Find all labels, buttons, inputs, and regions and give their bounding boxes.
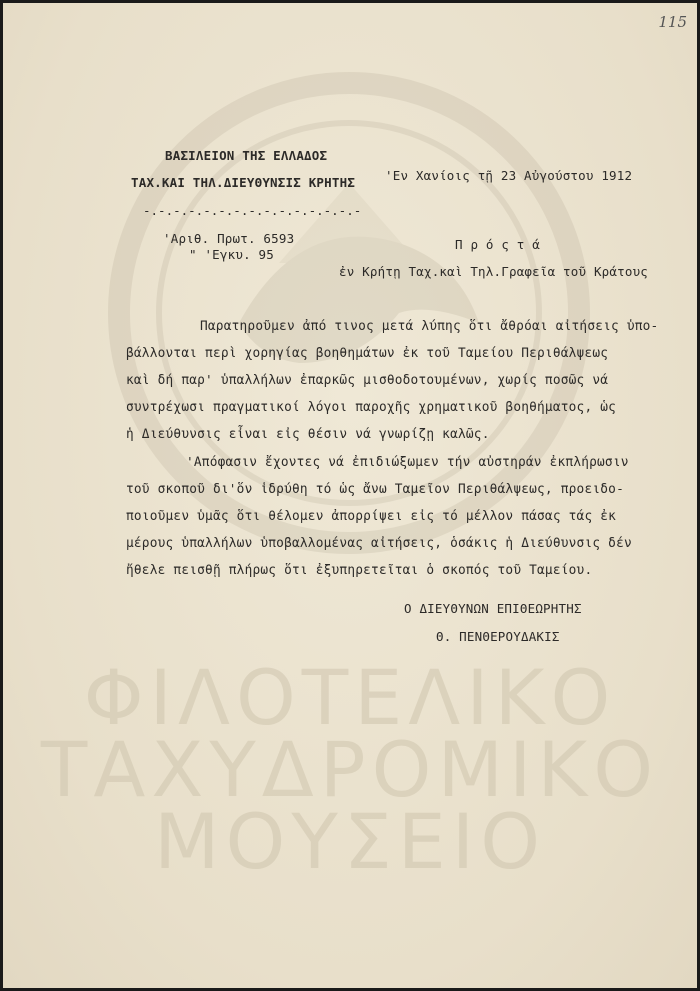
- paragraph-1-line: ἡ Διεύθυνσις εἶναι εἰς θέσιν νά γνωρίζῃ καλῶς.: [126, 427, 490, 442]
- header-directorate: ΤΑΧ.ΚΑΙ ΤΗΛ.ΔΙΕΥΘΥΝΣΙΣ ΚΡΗΤΗΣ: [131, 175, 356, 190]
- signatory-name: Θ. ΠΕΝΘΕΡΟΥΔΑΚΙΣ: [436, 629, 560, 644]
- page-number: 115: [658, 13, 687, 31]
- paragraph-1-line: Παρατηροῦμεν ἀπό τινος μετά λύπης ὅτι ἄθρόαι αἰτήσεις ὑπο-: [200, 319, 659, 334]
- document-page: [3, 3, 697, 988]
- protocol-number: 'Αριθ. Πρωτ. 6593: [163, 231, 295, 246]
- watermark-line-1: ΦΙΛΟΤΕΛΙΚΟ: [83, 653, 617, 742]
- paragraph-1-line: συντρέχωσι πραγματικοί λόγοι παροχῆς χρηματικοῦ βοηθήματος, ὡς: [126, 400, 617, 415]
- watermark-line-3: ΜΟΥΣΕΙΟ: [153, 797, 547, 886]
- paragraph-2-line: ποιοῦμεν ὑμᾶς ὅτι θέλομεν ἀπορρίψει εἰς τό μέλλον πάσας τάς ἐκ: [126, 509, 617, 524]
- circular-number: " 'Εγκυ. 95: [189, 247, 274, 262]
- paragraph-1-line: βάλλονται περὶ χορηγίας βοηθημάτων ἐκ τοῦ Ταμείου Περιθάλψεως: [126, 346, 609, 361]
- paragraph-1-line: καὶ δή παρ' ὑπαλλήλων ἐπαρκῶς μισθοδοτουμένων, χωρίς ποσῶς νά: [126, 373, 609, 388]
- header-kingdom: ΒΑΣΙΛΕΙΟΝ ΤΗΣ ΕΛΛΑΔΟΣ: [165, 148, 328, 163]
- watermark-line-2: ΤΑΧΥΔΡΟΜΙΚΟ: [40, 725, 660, 814]
- header-dashes: -.-.-.-.-.-.-.-.-.-.-.-.-.-.-: [143, 203, 362, 218]
- recipient-offices: ἐν Κρήτῃ Ταχ.καὶ Τηλ.Γραφεῖα τοῦ Κράτους: [339, 264, 649, 279]
- paragraph-2-line: τοῦ σκοποῦ δι'ὅν ἱδρύθη τό ὡς ἄνω Ταμεῖον Περιθάλψεως, προειδο-: [126, 482, 624, 497]
- recipient-label: Π ρ ό ς τ ά: [455, 237, 540, 252]
- paragraph-2-line: ἤθελε πεισθῇ πλήρως ὅτι ἐξυπηρετεῖται ὁ σκοπός τοῦ Ταμείου.: [126, 563, 593, 578]
- document-date: 'Εν Χανίοις τῇ 23 Αὐγούστου 1912: [385, 168, 633, 183]
- signatory-title: Ο ΔΙΕΥΘΥΝΩΝ ΕΠΙΘΕΩΡΗΤΗΣ: [404, 601, 582, 616]
- paragraph-2-line: 'Απόφασιν ἔχοντες νά ἐπιδιώξωμεν τήν αὐστηράν ἐκπλήρωσιν: [186, 455, 629, 470]
- paragraph-2-line: μέρους ὑπαλλήλων ὑποβαλλομένας αἰτήσεις, ὁσάκις ἡ Διεύθυνσις δέν: [126, 536, 632, 551]
